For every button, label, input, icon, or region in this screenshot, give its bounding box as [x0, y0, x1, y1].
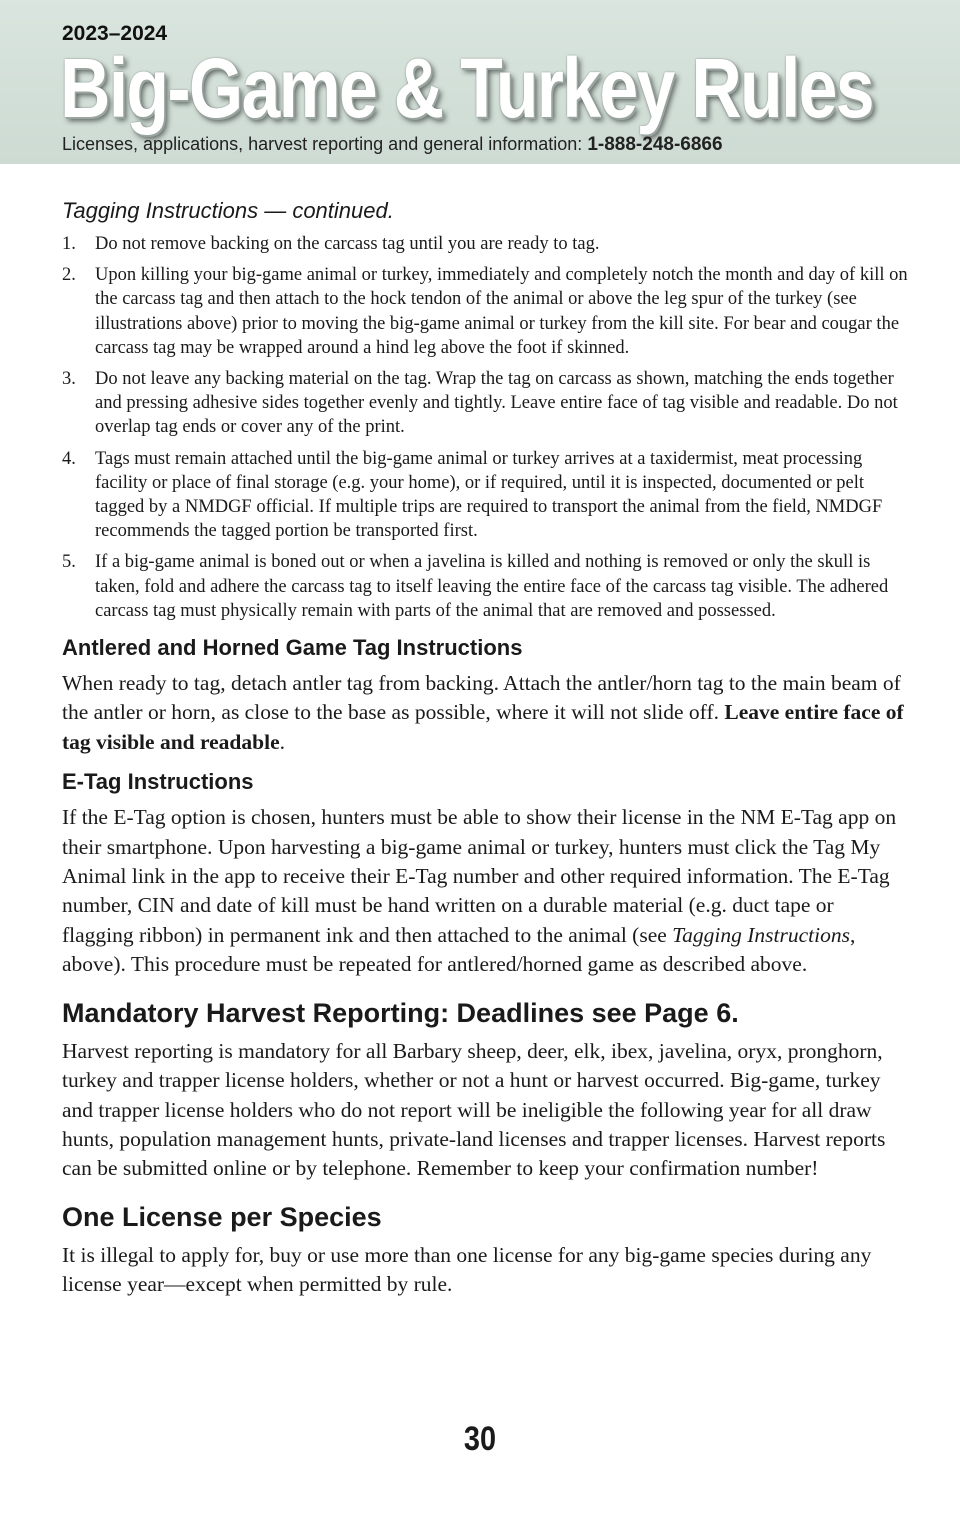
step-number: 2. — [62, 265, 76, 286]
etag-heading: E-Tag Instructions — [62, 769, 254, 795]
tagging-steps-list — [62, 232, 908, 623]
step-text: If a big-game animal is boned out or when a javelina is killed and nothing is removed or only the skull is taken, fold and adhere the carcass tag to itself leaving the entire face of the carcass tag visible. The adhered carcass tag must physically remain with parts of the animal that are removed and possessed. — [95, 552, 889, 621]
list-item — [62, 550, 908, 623]
page-header — [0, 0, 960, 164]
list-item — [62, 447, 908, 544]
step-number: 5. — [62, 552, 76, 573]
contact-text: Licenses, applications, harvest reporting and general information: — [62, 134, 583, 154]
antlered-period: . — [279, 729, 285, 754]
step-number: 3. — [62, 369, 76, 390]
step-text: Upon killing your big-game animal or turkey, immediately and completely notch the month and day of kill on the carcass tag and then attach to the hock tendon of the animal or above the leg spur of the turkey (see illustrations above) prior to moving the big-game animal or turkey from the kill site. For bear and cougar the carcass tag may be wrapped around a hind leg above the foot if skinned. — [95, 265, 908, 358]
etag-paragraph — [62, 803, 908, 979]
antlered-bold-text: Leave entire face of tag visible and readable — [62, 700, 904, 754]
step-number: 1. — [62, 234, 76, 254]
contact-line — [62, 134, 723, 156]
harvest-paragraph: Harvest reporting is mandatory for all Barbary sheep, deer, elk, ibex, javelina, oryx, pronghorn, turkey and trapper license holders, whether or not a hunt or harvest occurred. Big-game, turkey and trapper license holders who do not report will be ineligible the following year for all draw hunts, population management hunts, private-land licenses and trapper licenses. Harvest reports can be submitted online or by telephone. Remember to keep your confirmation number! — [62, 1038, 886, 1181]
harvest-heading: Mandatory Harvest Reporting: Deadlines see Page 6. — [62, 997, 739, 1028]
one-license-heading: One License per Species — [62, 1201, 382, 1232]
publication-title: Big-Game & Turkey Rules — [60, 41, 873, 135]
one-license-paragraph: It is illegal to apply for, buy or use more than one license for any big-game species during any license year—except when permitted by rule. — [62, 1242, 872, 1297]
antlered-text: When ready to tag, detach antler tag from backing. Attach the antler/horn tag to the main beam of the antler or horn, as close to the base as possible, where it will not slide off. — [62, 671, 901, 725]
list-item — [62, 367, 908, 440]
phone-number: 1-888-248-6866 — [587, 134, 723, 155]
etag-italic-ref: Tagging Instructions — [672, 922, 850, 947]
step-text: Do not remove backing on the carcass tag until you are ready to tag. — [95, 234, 600, 254]
season-year: 2023–2024 — [62, 22, 168, 45]
list-item — [62, 232, 908, 256]
antlered-paragraph — [62, 669, 908, 757]
step-text: Tags must remain attached until the big-game animal or turkey arrives at a taxidermist, meat processing facility or place of final storage (e.g. your home), or if required, until it is inspected, documented or pelt tagged by a NMDGF official. If multiple trips are required to transport the animal from the field, NMDGF recommends the tagged portion be transported first. — [95, 448, 883, 542]
antlered-heading: Antlered and Horned Game Tag Instructions — [62, 635, 523, 661]
page-content — [62, 198, 908, 1300]
step-number: 4. — [62, 448, 76, 469]
page-number: 30 — [463, 1420, 497, 1458]
list-item — [62, 263, 908, 360]
tagging-continued-heading: Tagging Instructions — continued. — [62, 198, 394, 223]
etag-text-a: If the E-Tag option is chosen, hunters must be able to show their license in the NM E-Tag app on their smartphone. Upon harvesting a big-game animal or turkey, hunters must click the Tag My Animal link in the app to receive their E-Tag number and other required information. The E-Tag number, CIN and date of kill must be hand written on a durable material (e.g. duct tape or flagging ribbon) in permanent ink and then attached to the animal (see — [62, 805, 897, 947]
step-text: Do not leave any backing material on the tag. Wrap the tag on carcass as shown, matching the ends together and pressing adhesive sides together evenly and tightly. Leave entire face of tag visible and readable. Do not overlap tag ends or cover any of the print. — [95, 369, 898, 438]
etag-text-b: , above). This procedure must be repeated for antlered/horned game as described above. — [62, 922, 856, 977]
